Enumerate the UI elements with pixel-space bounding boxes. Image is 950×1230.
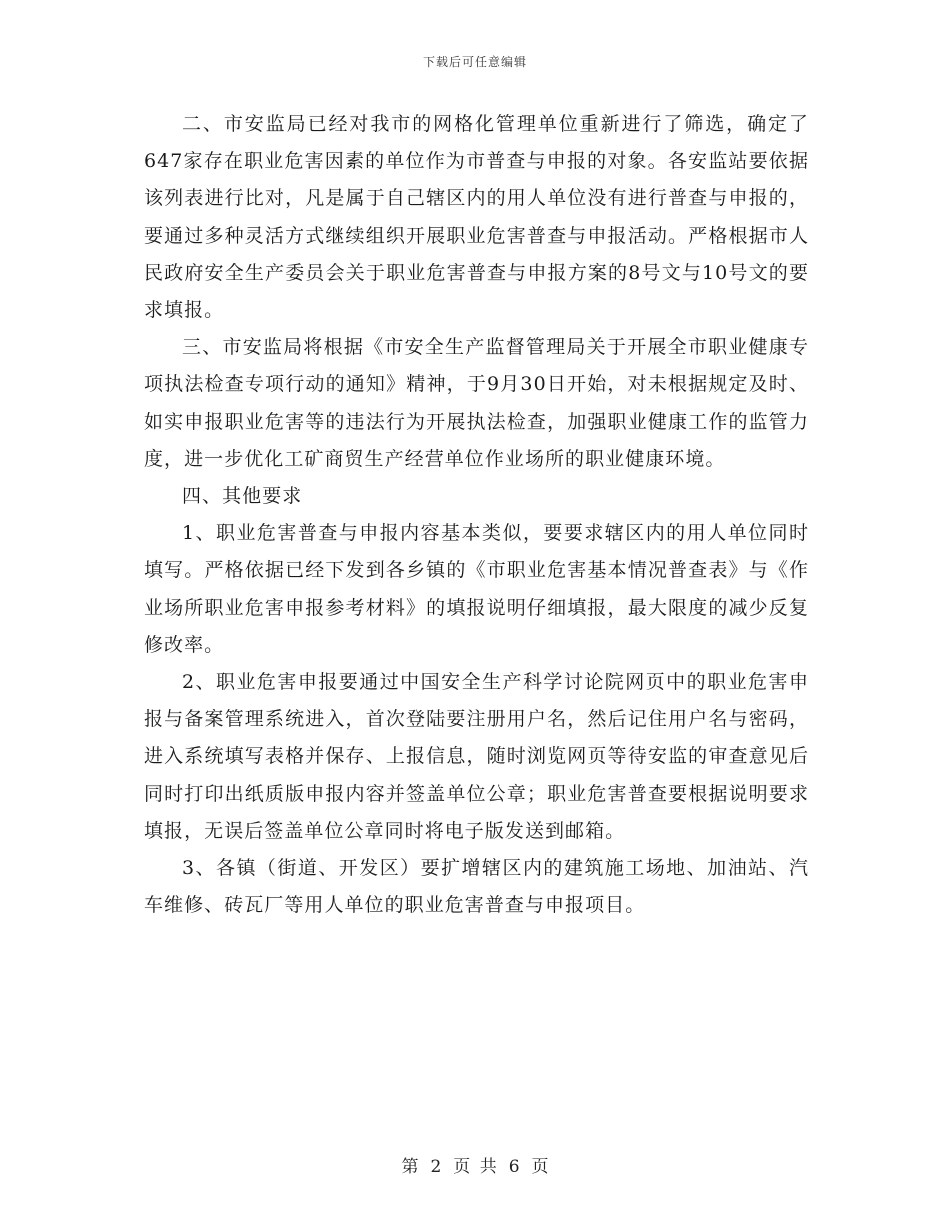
paragraph-section-4-heading: 四、其他要求 xyxy=(182,485,303,508)
page-footer xyxy=(0,1152,950,1177)
page-header: 下载后可任意编辑 xyxy=(422,55,527,69)
document-body xyxy=(144,106,809,924)
paragraph-section-3: 三、市安监局将根据《市安全生产监督管理局关于开展全市职业健康专项执法检查专项行动的通知》精神，于9月30日开始，对未根据规定及时、如实申报职业危害等的违法行为开展执法检查，加强职业健康工作的监管力度，进一步优化工矿商贸生产经营单位作业场所的职业健康环境。 xyxy=(144,336,809,470)
footer-prefix: 第 xyxy=(401,1157,419,1177)
paragraph-requirement-1: 1、职业危害普查与申报内容基本类似，要要求辖区内的用人单位同时填写。严格依据已经下发到各乡镇的《市职业危害基本情况普查表》与《作业场所职业危害申报参考材料》的填报说明仔细填报，最大限度的减少反复修改率。 xyxy=(144,522,809,656)
footer-suffix: 页 xyxy=(531,1157,549,1177)
paragraph-section-2: 二、市安监局已经对我市的网格化管理单位重新进行了筛选，确定了647家存在职业危害因素的单位作为市普查与申报的对象。各安监站要依据该列表进行比对，凡是属于自己辖区内的用人单位没有进行普查与申报的，要通过多种灵活方式继续组织开展职业危害普查与申报活动。严格根据市人民政府安全生产委员会关于职业危害普查与申报方案的8号文与10号文的要求填报。 xyxy=(144,113,809,322)
paragraph-requirement-2: 2、职业危害申报要通过中国安全生产科学讨论院网页中的职业危害申报与备案管理系统进入，首次登陆要注册用户名，然后记住用户名与密码，进入系统填写表格并保存、上报信息，随时浏览网页等待安监的审查意见后同时打印出纸质版申报内容并签盖单位公章；职业危害普查要根据说明要求填报，无误后签盖单位公章同时将电子版发送到邮箱。 xyxy=(144,671,809,842)
footer-middle: 页 共 xyxy=(453,1157,497,1177)
footer-total-pages: 6 xyxy=(508,1157,520,1177)
footer-current-page: 2 xyxy=(430,1157,442,1177)
paragraph-requirement-3: 3、各镇（街道、开发区）要扩增辖区内的建筑施工场地、加油站、汽车维修、砖瓦厂等用人单位的职业危害普查与申报项目。 xyxy=(144,857,809,917)
